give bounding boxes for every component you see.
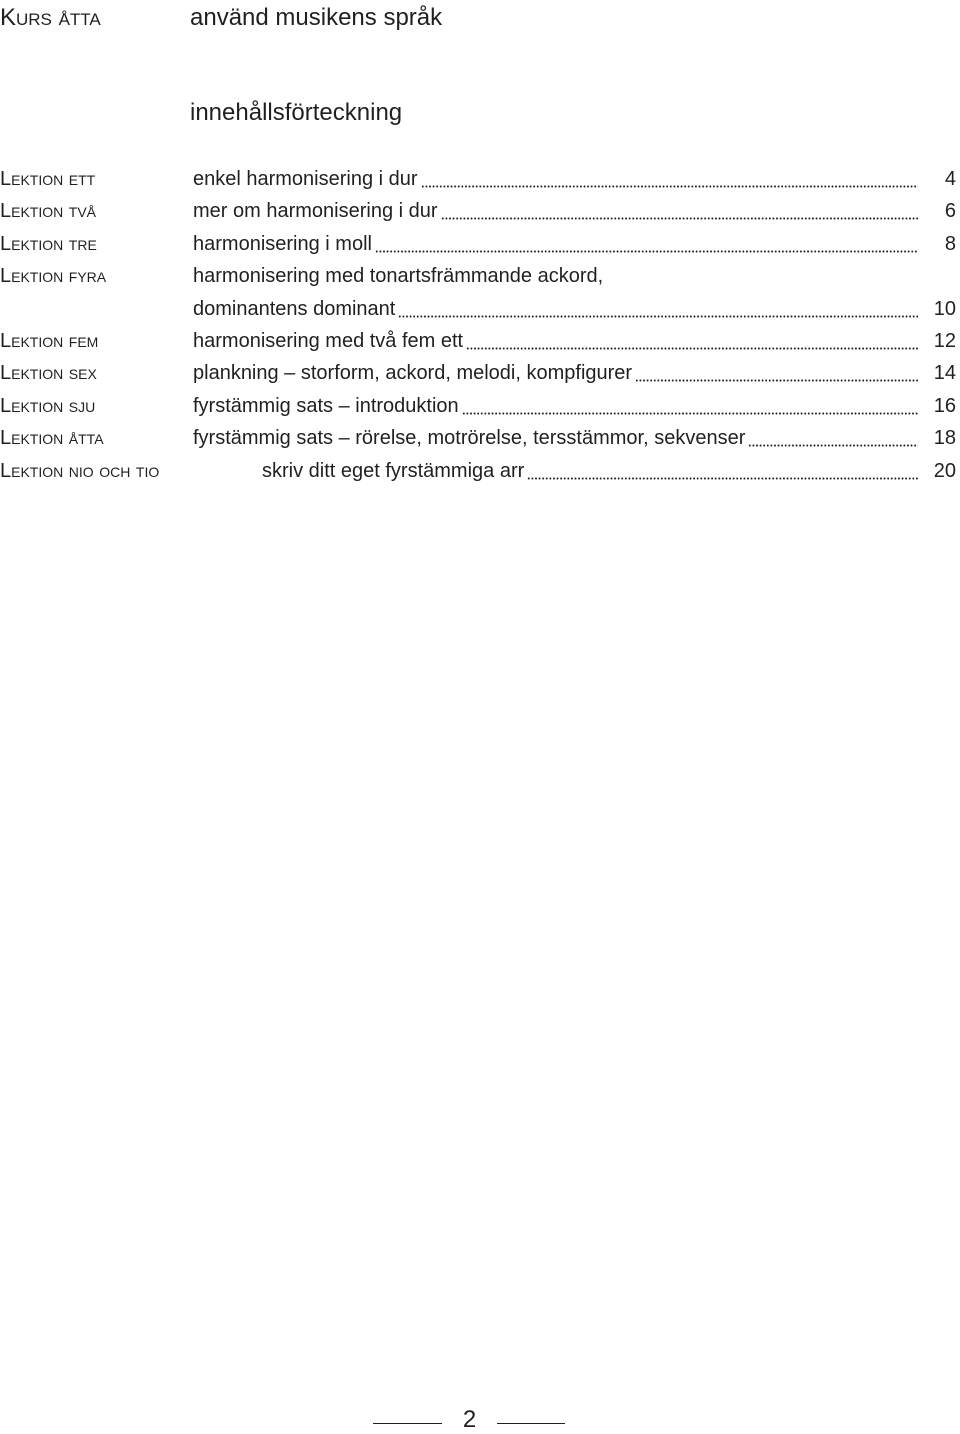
- toc-entry-lektion-sju[interactable]: [0, 390, 960, 422]
- toc-entry-leader: [193, 231, 918, 257]
- toc-entry-topic: harmonisering i moll: [193, 232, 372, 255]
- toc-entry-lektion-tre[interactable]: [0, 228, 960, 260]
- toc-entry-leader: [193, 360, 918, 386]
- toc-entry-page: 6: [944, 200, 956, 223]
- toc-entry-leader: [193, 425, 918, 451]
- dot-leader: [462, 393, 918, 419]
- toc-entry-page: 14: [933, 362, 956, 385]
- toc-entry-lesson: Lektion två: [0, 200, 97, 223]
- dot-leader: [527, 458, 918, 484]
- toc-entry-topic: harmonisering med tonartsfrämmande ackord,: [193, 265, 604, 288]
- toc-entry-lesson: Lektion nio och tio: [0, 459, 160, 482]
- dot-leader: [635, 360, 918, 386]
- course-title: Kurs åtta: [0, 4, 101, 31]
- toc-entry-topic: mer om harmonisering i dur: [193, 200, 438, 223]
- toc-entry-page: 16: [933, 394, 956, 417]
- footer-rule-left: [373, 1423, 442, 1424]
- toc-entry-lesson: Lektion ett: [0, 168, 96, 190]
- toc-entry-lesson: Lektion sju: [0, 394, 96, 417]
- dot-leader: [748, 425, 918, 451]
- toc-entry-page: 20: [933, 459, 956, 482]
- toc-entry-lektion-nio-och-tio[interactable]: [0, 455, 960, 487]
- toc-entry-leader: [193, 198, 918, 224]
- toc-entry-topic: fyrstämmig sats – introduktion: [193, 394, 459, 417]
- toc-entry-lektion-ett[interactable]: [0, 163, 960, 195]
- toc-entry-lektion-sex[interactable]: [0, 357, 960, 389]
- toc-entry-leader: [193, 393, 918, 419]
- toc-entry-leader: [193, 166, 918, 192]
- toc-entry-lektion-fyra[interactable]: [0, 260, 960, 325]
- toc-entry-lesson: Lektion fyra: [0, 265, 107, 288]
- toc-entry-lektion-atta[interactable]: [0, 422, 960, 454]
- dot-leader: [398, 296, 918, 322]
- dot-leader: [375, 231, 918, 257]
- page-number: 2: [462, 1406, 477, 1433]
- toc-entry-page: 4: [944, 168, 956, 190]
- toc-entry-lektion-fem[interactable]: [0, 325, 960, 357]
- toc-entry-leader: [262, 458, 918, 484]
- toc-entry-page: 18: [933, 427, 956, 450]
- footer-rule-right: [497, 1423, 565, 1424]
- toc-entry-topic: harmonisering med två fem ett: [193, 329, 464, 352]
- toc-heading: innehållsförteckning: [190, 99, 403, 126]
- toc-entry-topic: skriv ditt eget fyrstämmiga arr: [262, 459, 525, 482]
- toc-entry-leader: [193, 328, 918, 354]
- course-subtitle: använd musikens språk: [190, 4, 443, 31]
- toc-entry-page: 8: [944, 232, 956, 255]
- toc-entry-leader: [193, 296, 918, 322]
- toc-entry-topic: enkel harmonisering i dur: [193, 168, 418, 190]
- dot-leader: [421, 166, 918, 192]
- toc-entry-lektion-tva[interactable]: [0, 195, 960, 227]
- toc-entry-topic-continued: dominantens dominant: [193, 297, 396, 320]
- toc-entry-topic: plankning – storform, ackord, melodi, kompfigurer: [193, 362, 633, 385]
- toc-entry-lesson: Lektion åtta: [0, 427, 104, 450]
- toc-entry-lesson: Lektion sex: [0, 362, 97, 385]
- dot-leader: [466, 328, 918, 354]
- toc-entry-page: 12: [933, 329, 956, 352]
- table-of-contents: [0, 163, 960, 487]
- dot-leader: [441, 198, 918, 224]
- toc-entry-lesson: Lektion tre: [0, 232, 97, 255]
- toc-entry-lesson: Lektion fem: [0, 329, 99, 352]
- toc-entry-page: 10: [933, 297, 956, 320]
- toc-entry-topic: fyrstämmig sats – rörelse, motrörelse, tersstämmor, sekvenser: [193, 427, 746, 450]
